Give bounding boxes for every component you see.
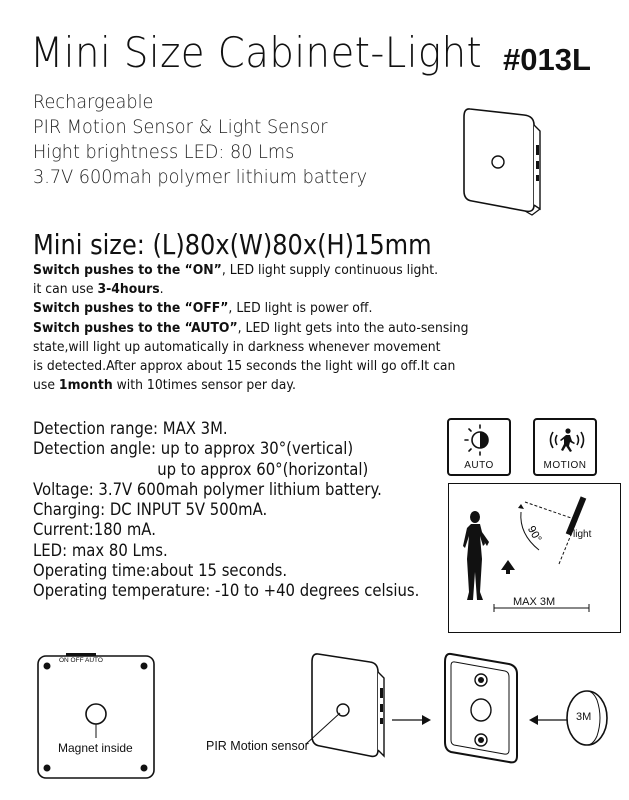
spec-led: LED: max 80 Lms. (33, 540, 168, 560)
switch-positions-label: ON OFF AUTO (59, 657, 103, 664)
motion-person-icon (545, 426, 589, 454)
duration-text-end: with 10times sensor per day. (112, 377, 296, 394)
detection-illustration (449, 484, 620, 632)
off-mode-text: , LED light is power off. (228, 300, 373, 317)
duration-text: use (33, 377, 59, 394)
spec-angle-horizontal: up to approx 60°(horizontal) (157, 459, 369, 479)
on-mode-text: , LED light supply continuous light. (221, 262, 439, 278)
duration-bold: 1month (58, 377, 113, 394)
on-mode-label: Switch pushes to the “ON” (33, 262, 222, 278)
svg-text:90°: 90° (524, 524, 544, 545)
auto-mode-text-2: state,will light up automatically in darkness whenever movement (33, 338, 441, 355)
size-heading: Mini size: (L)80x(W)80x(H)15mm (33, 228, 432, 261)
spec-temperature: Operating temperature: -10 to +40 degrees celsius. (33, 581, 420, 601)
product-image-top (462, 105, 552, 217)
product-title: Mini Size Cabinet-Light (30, 28, 483, 77)
usage-hours: 3-4hours (97, 281, 160, 298)
spec-time: Operating time:about 15 seconds. (33, 561, 288, 581)
auto-mode-label: Switch pushes to the “AUTO” (33, 319, 238, 336)
spec-current: Current:180 mA. (33, 520, 156, 540)
person-silhouette-icon (463, 511, 489, 600)
product-back-view (36, 652, 158, 782)
feature-item: Rechargeable (33, 91, 154, 113)
arrow-left-icon (528, 713, 568, 727)
tape-label: 3M (576, 711, 592, 723)
spec-charging: Charging: DC INPUT 5V 500mA. (33, 500, 268, 520)
feature-item: PIR Motion Sensor & Light Sensor (33, 116, 328, 138)
pir-sensor-label: PIR Motion sensor (206, 739, 309, 753)
usage-text: it can use (33, 281, 98, 298)
spec-list (33, 419, 419, 602)
motion-mode-label: MOTION (543, 460, 587, 471)
switch-description (33, 261, 469, 395)
distance-label: MAX 3M (513, 596, 556, 608)
off-mode-label: Switch pushes to the “OFF” (33, 300, 229, 317)
feature-item: Hight brightness LED: 80 Lms (33, 141, 295, 163)
auto-mode-label: AUTO (464, 460, 494, 471)
usage-end: . (159, 281, 164, 298)
arrow-right-icon (392, 713, 432, 727)
detection-diagram (448, 483, 621, 633)
mounting-plate (443, 652, 523, 767)
sun-moon-icon (461, 424, 499, 456)
auto-mode-icon-box (447, 418, 511, 476)
auto-mode-text: , LED light gets into the auto-sensing (237, 319, 469, 336)
model-number: #013L (503, 42, 591, 77)
adhesive-tape (563, 688, 613, 748)
motion-mode-icon-box (533, 418, 597, 476)
light-label: light (573, 529, 592, 540)
auto-mode-text-3: is detected.After approx about 15 seconds the light will go off.It can (33, 358, 456, 375)
spec-range: Detection range: MAX 3M. (33, 419, 228, 438)
feature-item: 3.7V 600mah polymer lithium battery (33, 166, 368, 188)
spec-angle: Detection angle: up to approx 30°(vertical) (33, 439, 354, 459)
magnet-label: Magnet inside (58, 741, 133, 755)
spec-voltage: Voltage: 3.7V 600mah polymer lithium battery. (33, 479, 382, 499)
feature-list (33, 90, 367, 190)
